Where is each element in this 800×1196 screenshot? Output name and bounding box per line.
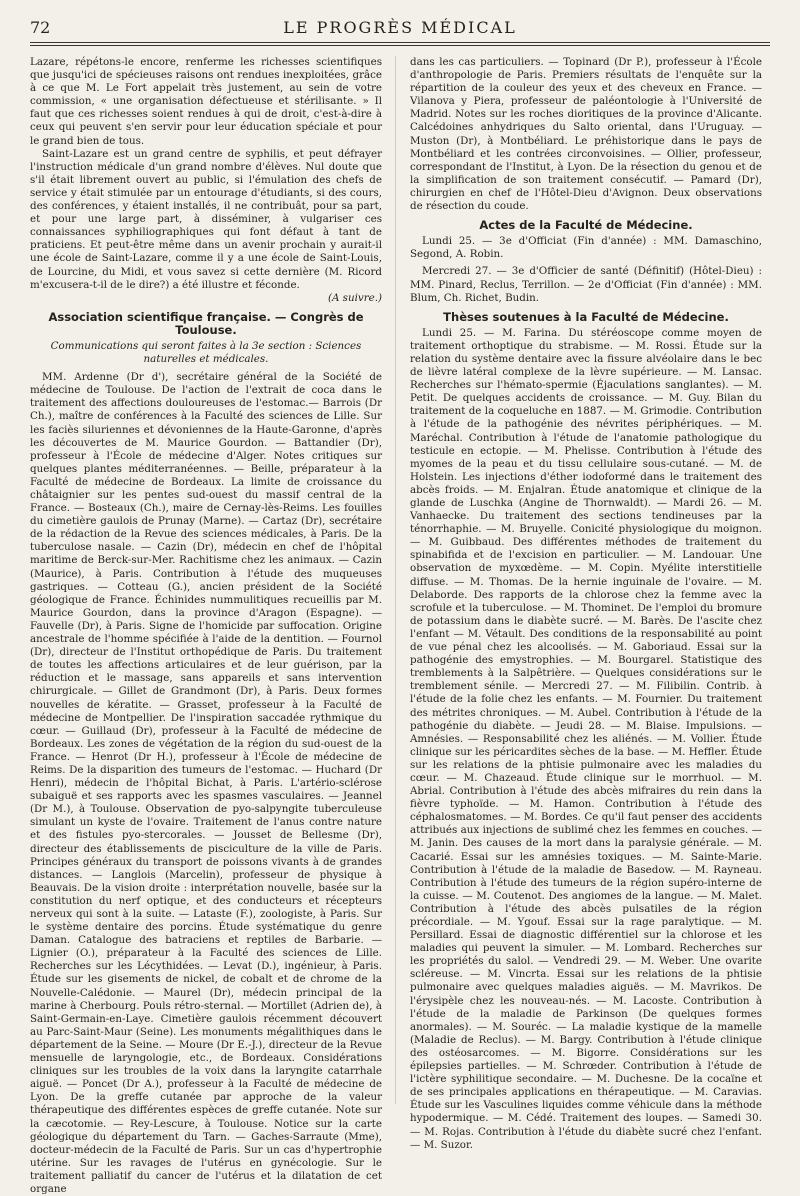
paragraph: Saint-Lazare est un grand centre de syphilis, et peut défrayer l'instruction médicale d'un grand nombre d'élèves. Nul doute que s'il était librement ouvert au public, si l'émulation des chefs de service y était stimulée par un entourage d'étudiants, si des cours, des conférences, y étaient installés, il ne contribuât, pour sa part, et pour une large part, à disséminer, à vulgariser ces connaissances syphiliographiques qui font défaut à tant de praticiens. Et peut-être même dans un avenir prochain y aurait-il une école de Saint-Lazare, comme il y a une école de Saint-Louis, de Lourcine, du Midi, et vous savez si cette dernière (M. Ricord m'excusera-t-il de le dire?) a été illustre et féconde. [30,147,382,291]
header-rule [30,42,770,46]
paragraph: MM. Ardenne (Dr d'), secrétaire général de la Société de médecine de Toulouse. De l'action de l'extrait de coca dans le traitement des affections douloureuses de l'estomac.— Barrois (Dr Ch.), maître de conférences à la Faculté des sciences de Lille. Sur les faciès siluriennes et dévoniennes de la Haute-Garonne, d'après les découvertes de M. Maurice Gourdon. — Battandier (Dr), professeur à l'École de médecine d'Alger. Notes critiques sur quelques plantes méditerranéennes. — Beille, préparateur à la Faculté de médecine de Bordeaux. La limite de croissance du châtaignier sur les pentes sud-ouest du massif central de la France. — Bosteaux (Ch.), maire de Cernay-lès-Reims. Les fouilles du cimetière gaulois de Prunay (Marne). — Cartaz (Dr), secrétaire de la rédaction de la Revue des sciences médicales, à Paris. De la tuberculose nasale. — Cazin (Dr), médecin en chef de l'hôpital maritime de Berck-sur-Mer. Rachitisme chez les animaux. — Cazin (Maurice), à Paris. Contribution à l'étude des muqueuses gastriques. — Cotteau (G.), ancien président de la Société géologique de France. Échinides nummulitiques recueillis par M. Maurice Gourdon, dans la province d'Aragon (Espagne). — Fauvelle (Dr), à Paris. Signe de l'homicide par suffocation. Origine ancestrale de l'homme spécifiée à l'aide de la dentition. — Fournol (Dr), directeur de l'Institut orthopédique de Paris. Du traitement de toutes les affections articulaires et de leur guérison, par la réduction et le massage, sans appareils et sans intervention chirurgicale. — Gillet de Grandmont (Dr), à Paris. Deux formes nouvelles de kératite. — Grasset, professeur à la Faculté de médecine de Montpellier. De l'inspiration saccadée rythmique du cœur. — Guillaud (Dr), professeur à la Faculté de médecine de Bordeaux. Les zones de végétation de la région du sud-ouest de la France. — Henrot (Dr H.), professeur à l'École de médecine de Reims. De la disparition des tumeurs de l'estomac. — Huchard (Dr Henri), médecin de l'hôpital Bichat, à Paris. L'artério-sclérose subaiguë et ses rapports avec les spasmes vasculaires. — Jeannel (Dr M.), à Toulouse. Observation de pyo-salpyngite tuberculeuse simulant un kyste de l'ovaire. Traitement de l'anus contre nature et des fistules pyo-stercorales. — Jousset de Bellesme (Dr), directeur des établissements de pisciculture de la ville de Paris. Principes généraux du transport de poissons vivants à de grandes distances. — Langlois (Marcelin), professeur de physique à Beauvais. De la vision droite : interprétation nouvelle, basée sur la constitution du nerf optique, et des conducteurs et récepteurs nerveux qui sont à la suite. — Lataste (F.), zoologiste, à Paris. Sur le système dentaire des porcins. Étude systématique du genre Daman. Catalogue des batraciens et reptiles de Barbarie. — Lignier (O.), préparateur à la Faculté des sciences de Lille. Recherches sur les Lécythidées. — Levat (D.), ingénieur, à Paris. Étude sur les gisements de nickel, de cobalt et de chrome de la Nouvelle-Calédonie. — Maurel (Dr), médecin principal de la marine à Cherbourg. Pouls rétro-sternal. — Mortillet (Adrien de), à Saint-Germain-en-Laye. Cimetière gaulois récemment découvert au Parc-Saint-Maur (Seine). Les monuments mégalithiques dans le département de la Seine. — Moure (Dr E.-J.), directeur de la Revue mensuelle de laryngologie, etc., de Bordeaux. Considérations cliniques sur les troubles de la voix dans la laryngite catarrhale aiguë. — Poncet (Dr A.), professeur à la Faculté de médecine de Lyon. De la greffe cutanée par approche de la valeur thérapeutique des différentes espèces de greffe cutanée. Note sur la cæcotomie. — Rey-Lescure, à Toulouse. Notice sur la carte géologique du département du Tarn. — Gaches-Sarraute (Mme), docteur-médecin de la Faculté de Paris. Sur un cas d'hypertrophie utérine. Sur les ravages de l'utérus en gynécologie. Sur le traitement palliatif du cancer de l'utérus et la dilatation de cet organe [30,371,382,1195]
page-number: 72 [30,18,51,37]
right-column [410,56,762,1151]
section-subtitle: Communications qui seront faites à la 3e section : Sciences naturelles et médicales. [50,339,362,366]
page-header [24,18,776,44]
paragraph: Lazare, répétons-le encore, renferme les richesses scientifiques que jusqu'ici de spécieuses raisons ont rendues inexploitées, grâce à ce que M. Le Fort appelait très justement, au sein de votre commission, « une organisation défectueuse et stérilisante. » Il faut que ces richesses soient rendues à qui de droit, c'est-à-dire à ceux qui peuvent s'en servir pour leur éducation spéciale et pour le grand bien de tous. [30,56,382,147]
to-be-continued: (A suivre.) [327,291,382,304]
paragraph: Mercredi 27. — 3e d'Officier de santé (Définitif) (Hôtel-Dieu) : MM. Pinard, Reclus, Terrillon. — 2e d'Officiat (Fin d'année) : MM. Blum, Ch. Richet, Budin. [410,265,762,304]
left-column [30,56,382,1195]
section-title: Thèses soutenues à la Faculté de Médecine. [443,309,729,324]
paragraph: dans les cas particuliers. — Topinard (Dr P.), professeur à l'École d'anthropologie de Paris. Premiers résultats de l'enquête sur la répartition de la couleur des yeux et des cheveux en France. — Vilanova y Piera, professeur de paléontologie à l'Université de Madrid. Notes sur les roches dioritiques de la province d'Alicante. Calcédoines anhydriques du Salto oriental, dans l'Uruguay. — Muston (Dr), à Montbéliard. Le préhistorique dans le pays de Montbéliard et les contrées circonvoisines. — Ollier, professeur, correspondant de l'Institut, à Lyon. De la résection du genou et de la simplification de son traitement consécutif. — Pamard (Dr), chirurgien en chef de l'Hôtel-Dieu d'Avignon. Deux observations de résection du coude. [410,56,762,213]
column-divider [395,56,396,1104]
section-title: Association scientifique française. — Congrès de Toulouse. [48,309,364,337]
paragraph: Lundi 25. — 3e d'Officiat (Fin d'année) : MM. Damaschino, Segond, A. Robin. [410,235,762,261]
section-title: Actes de la Faculté de Médecine. [479,218,693,233]
running-title: LE PROGRÈS MÉDICAL [283,18,517,37]
paragraph: Lundi 25. — M. Farina. Du stéréoscope comme moyen de traitement orthoptique du strabisme. — M. Rossi. Étude sur la relation du système dentaire avec la fissure alvéolaire dans le bec de lièvre latéral complexe de la lèvre supérieure. — M. Lansac. Recherches sur l'hémato-spermie (Éjaculations sanglantes). — M. Petit. De quelques accidents de croissance. — M. Guy. Bilan du traitement de la coqueluche en 1887. — M. Grimodie. Contribution à l'étude de la pathogénie des névrites périphériques. — M. Maréchal. Contribution à l'étude de l'anatomie pathologique du testicule en ectopie. — M. Phelisse. Contribution à l'étude des myomes de la peau et du tissu cellulaire sous-cutané. — M. de Holstein. Les injections d'éther iodoformé dans le traitement des abcès froids. — M. Enjalran. Étude anatomique et clinique de la glande de Luschka (Angine de Thornwaldt). — Mardi 26. — M. Vanhaecke. Du traitement des sections tendineuses par la ténorrhaphie. — M. Bruyelle. Conicité physiologique du moignon. — M. Guibbaud. Des différentes méthodes de traitement du spinabifida et de l'excision en particulier. — M. Landouar. Une observation de myxœdème. — M. Copin. Myélite interstitielle diffuse. — M. Thomas. De la hernie inguinale de l'ovaire. — M. Delaborde. Des rapports de la chlorose chez la femme avec la scrofule et la tuberculose. — M. Thominet. De l'emploi du bromure de potassium dans le diabète sucré. — M. Barès. De l'ascite chez l'enfant — M. Vétault. Des conditions de la responsabilité au point de vue pénal chez les alcoolisés. — M. Gaboriaud. Essai sur la pathogénie des emystrophies. — M. Bourgarel. Statistique des tremblements à la Salpêtrière. — Quelques considérations sur le tremblement sénile. — Mercredi 27. — M. Filibilin. Contrib. à l'étude de la folie chez les enfants. — M. Fournier. Du traitement des métrites chroniques. — M. Aubel. Contribution à l'étude de la pathogénie du diabète. — Jeudi 28. — M. Blaise. Impulsions. — Amnésies. — Responsabilité chez les aliénés. — M. Vollier. Étude clinique sur les péricardites sèches de la base. — M. Heffler. Étude sur les relations de la phtisie pulmonaire avec les maladies du cœur. — M. Chazeaud. Étude clinique sur le morrhuol. — M. Abrial. Contribution à l'étude des abcès mifraires du rein dans la fièvre typhoïde. — M. Hamon. Contribution à l'étude des céphalosmatomes. — M. Bordes. Ce qu'il faut penser des accidents attribués aux injections de sublimé chez les femmes en couches. — M. Janin. Des causes de la mort dans la paralysie générale. — M. Cacarié. Essai sur les amnésies toxiques. — M. Sainte-Marie. Contribution à l'étude de la maladie de Basedow. — M. Rayneau. Contribution à l'étude des tumeurs de la région supéro-interne de la cuisse. — M. Coutenot. Des angiomes de la langue. — M. Malet. Contribution à l'étude des abcès pulsatiles de la région précordiale. — M. Ygouf. Essai sur la rage paralytique. — M. Persillard. Essai de diagnostic différentiel sur la chlorose et les maladies qui peuvent la simuler. — M. Lombard. Recherches sur les propriétés du salol. — Vendredi 29. — M. Weber. Une ovarite scléreuse. — M. Vincrta. Essai sur les relations de la phtisie pulmonaire avec quelques maladies aiguës. — M. Mavrikos. De l'érysipèle chez les nouveau-nés. — M. Lacoste. Contribution à l'étude de la maladie de Parkinson (De quelques formes anormales). — M. Souréc. — La maladie kystique de la mamelle (Maladie de Reclus). — M. Bargy. Contribution à l'étude clinique des ostéosarcomes. — M. Bigorre. Considérations sur les épilepsies partielles. — M. Schrœder. Contribution à l'étude de l'ictère syphilitique secondaire. — M. Duchesne. De la cocaïne et de ses principales applications en thérapeutique. — M. Caravias. Étude sur les Vasculines liquides comme véhicule dans la méthode hypodermique. — M. Cédé. Traitement des loupes. — Samedi 30. — M. Rojas. Contribution à l'étude du diabète sucré chez l'enfant. — M. Suzor. [410,326,762,1151]
